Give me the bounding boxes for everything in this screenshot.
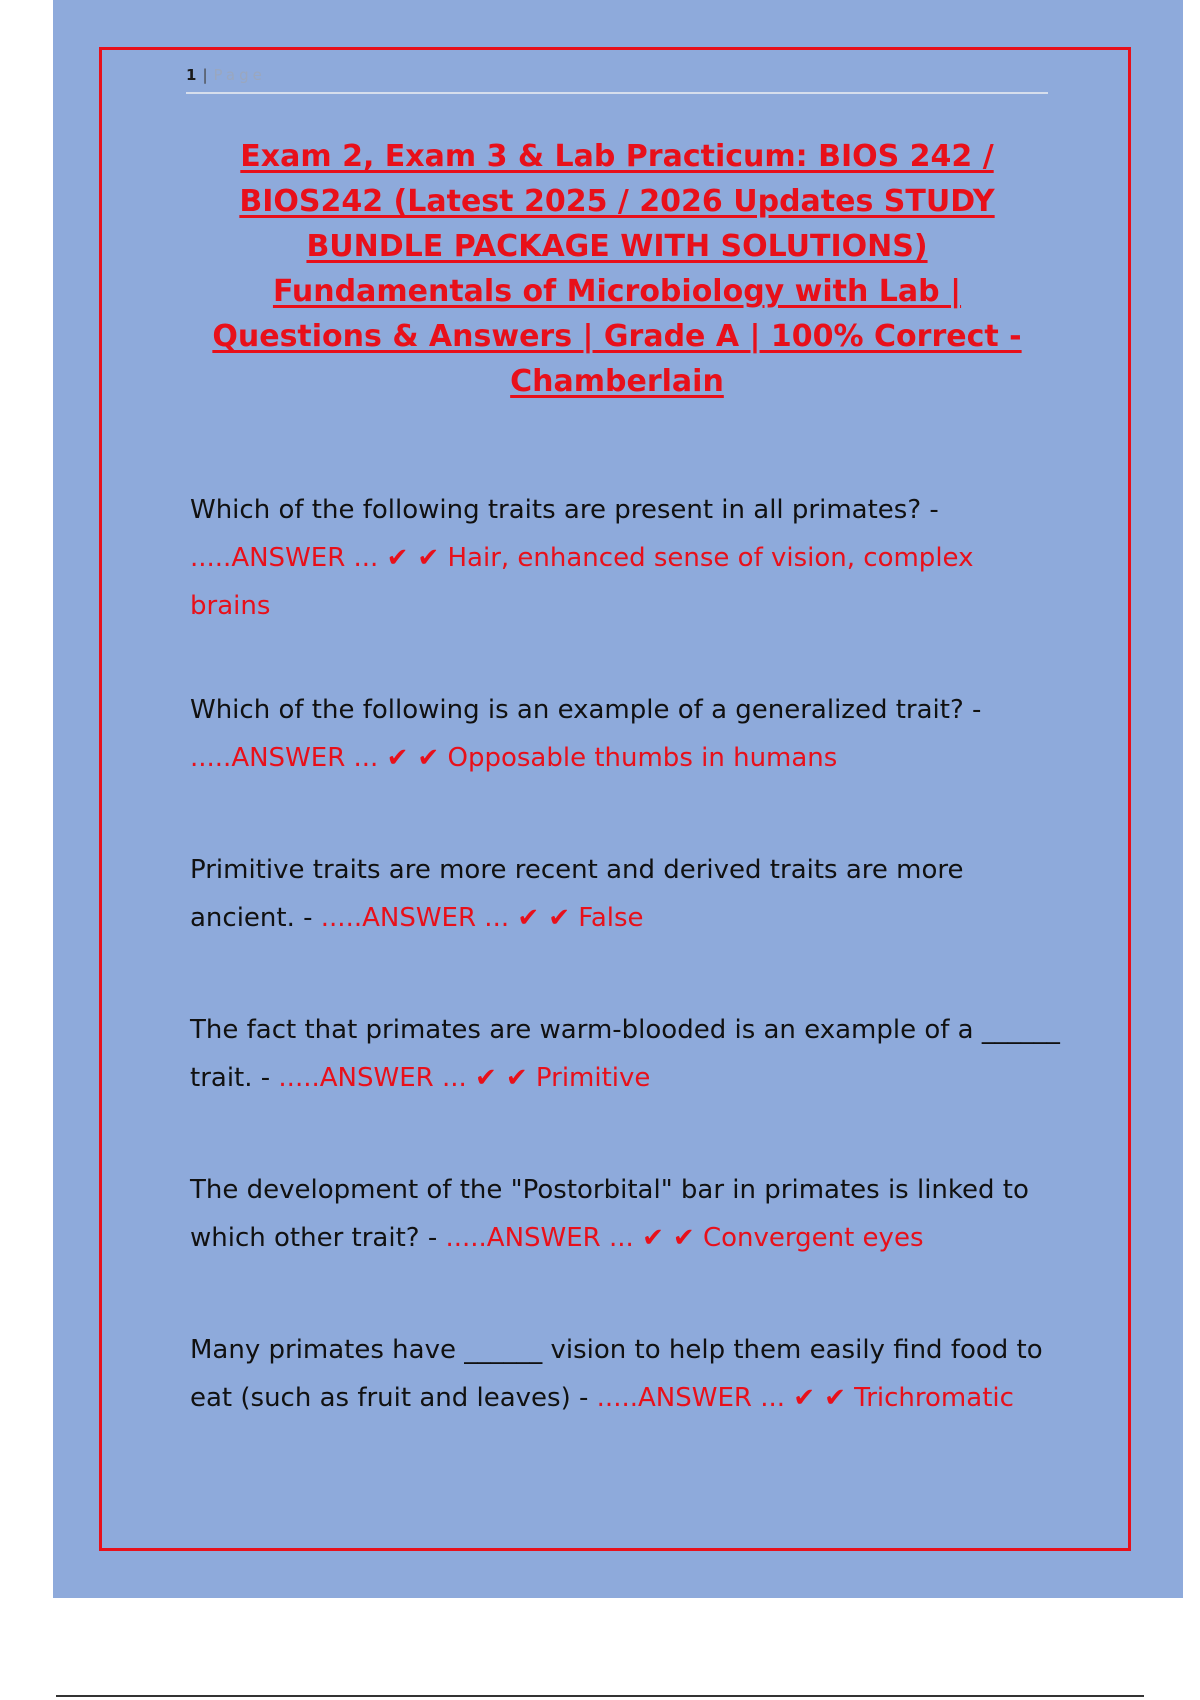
question-text: Which of the following is an example of a generalized trait? -	[190, 695, 982, 725]
question-text: Which of the following traits are present in all primates? -	[190, 495, 939, 525]
check-icon: ✔ ✔	[793, 1383, 846, 1413]
answer-text: Trichromatic	[854, 1383, 1014, 1413]
answer-marker: .....ANSWER ...	[278, 1063, 467, 1093]
page-separator: |	[202, 66, 210, 84]
answer-marker: .....ANSWER ...	[190, 543, 379, 573]
footer-divider	[56, 1695, 1144, 1697]
question-text: Primitive traits are more recent and derived traits are more ancient. -	[190, 855, 964, 933]
qa-item-5	[190, 1166, 1060, 1262]
answer-text: Opposable thumbs in humans	[447, 743, 838, 773]
check-icon: ✔ ✔	[386, 543, 440, 573]
answer-marker: .....ANSWER ...	[190, 743, 379, 773]
page-header	[186, 66, 1048, 94]
qa-item-3	[190, 846, 1060, 942]
check-icon: ✔ ✔	[475, 1063, 528, 1093]
qa-item-4	[190, 1006, 1060, 1102]
page-number: 1	[186, 66, 199, 84]
answer-text: Convergent eyes	[702, 1223, 924, 1253]
document-title: Exam 2, Exam 3 & Lab Practicum: BIOS 242 / BIOS242 (Latest 2025 / 2026 Updates STUDY BUNDLE PACKAGE WITH SOLUTIONS) Fundamentals of Microbiology with Lab | Questions & Answers | Grade A | 100% Correct - Chamberlain	[212, 139, 1022, 399]
qa-item-2	[190, 686, 1060, 782]
page-word: Page	[213, 66, 266, 84]
check-icon: ✔ ✔	[642, 1223, 695, 1253]
question-text: The development of the "Postorbital" bar in primates is linked to which other trait? -	[190, 1175, 1029, 1253]
answer-text: Primitive	[535, 1063, 651, 1093]
qa-item-6	[190, 1326, 1060, 1422]
answer-text: False	[578, 903, 644, 933]
question-text: The fact that primates are warm-blooded is an example of a ______ trait. -	[190, 1015, 1060, 1093]
answer-marker: .....ANSWER ...	[320, 903, 510, 933]
answer-marker: .....ANSWER ...	[445, 1223, 634, 1253]
qa-item-1	[190, 486, 1060, 630]
check-icon: ✔ ✔	[386, 743, 440, 773]
check-icon: ✔ ✔	[517, 903, 570, 933]
answer-text: Hair, enhanced sense of vision, complex brains	[190, 543, 974, 621]
answer-marker: .....ANSWER ...	[596, 1383, 785, 1413]
question-text: Many primates have ______ vision to help them easily find food to eat (such as fruit and leaves) -	[190, 1335, 1043, 1413]
